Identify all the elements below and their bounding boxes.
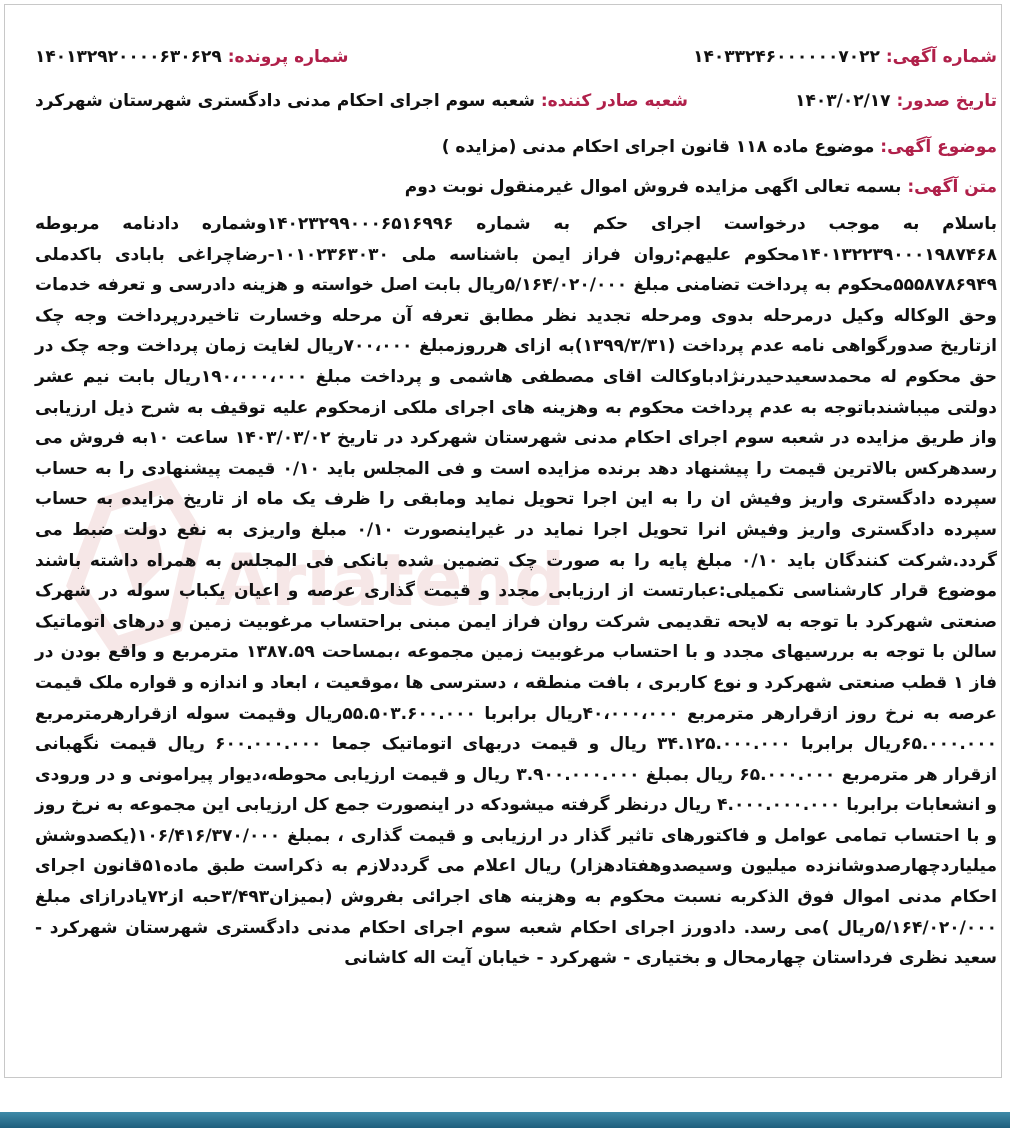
header-row-date-issuer [35, 91, 997, 111]
issue-date-value: ۱۴۰۳/۰۲/۱۷ [795, 91, 891, 111]
ad-text-value: بسمه تعالی اگهی مزایده فروش اموال غیرمنقول نوبت دوم [404, 177, 902, 197]
ad-text-label: متن آگهی: [907, 177, 997, 197]
subject-line [35, 137, 997, 157]
watermark-text: Ariatend [215, 538, 565, 622]
case-number [35, 47, 349, 67]
issuer [35, 91, 688, 111]
ad-text-line [35, 177, 997, 197]
announcement-content [35, 35, 997, 974]
case-number-value: ۱۴۰۱۳۲۹۲۰۰۰۰۶۳۰۶۲۹ [35, 47, 222, 67]
subject-value: موضوع ماده ۱۱۸ قانون اجرای احکام مدنی (مزایده ) [441, 137, 875, 157]
bottom-bar [0, 1112, 1010, 1128]
issuer-value: شعبه سوم اجرای احکام مدنی دادگستری شهرستان شهرکرد [35, 91, 535, 111]
header-row-numbers [35, 47, 997, 67]
subject-label: موضوع آگهی: [880, 137, 997, 157]
issue-date-label: تاریخ صدور: [896, 91, 997, 111]
announcement-body: باسلام به موجب درخواست اجرای حکم به شماره ۱۴۰۲۳۲۹۹۰۰۰۶۵۱۶۹۹۶وشماره دادنامه مربوطه ۱۴۰۱۳۲۲۳۹۰۰۰۱۹۸۷۴۶۸محکوم علیهم:روان فراز ایمن باشناسه ملی ۱۰۱۰۲۳۶۳۰۳۰-رضاچراغی بابادی باکدملی ۵۵۵۸۷۸۶۹۴۹محکوم به پرداخت تضامنی مبلغ ۵/۱۶۴/۰۲۰/۰۰۰ریال بابت اصل خواسته و هزینه دادرسی و تعرفه خدمات وحق الوکاله وکیل درمرحله بدوی ومرحله تجدید نظر مطابق تعرفه آن مرحله وخسارت تاخیردرپرداخت وجه چک ازتاریخ صدورگواهی نامه عدم پرداخت (۱۳۹۹/۳/۳۱)به ازای هرروزمبلغ ۷۰۰،۰۰۰ریال لغایت زمان پرداخت وجه چک در حق محکوم له محمدسعیدحیدرنژادباوکالت اقای مصطفی هاشمی و پرداخت مبلغ ۱۹۰،۰۰۰،۰۰۰ریال بابت نیم عشر دولتی میباشندباتوجه به عدم پرداخت محکوم به وهزینه های اجرای ملکی ازمحکوم علیه توقیف به شرح ذیل ارزیابی واز طریق مزایده در شعبه سوم اجرای احکام مدنی شهرستان شهرکرد در تاریخ ۱۴۰۳/۰۳/۰۲ ساعت ۱۰به فروش می رسدهرکس بالاترین قیمت را پیشنهاد دهد برنده مزایده است و فی المجلس باید ۰/۱۰ قیمت پیشنهادی را به حساب سپرده دادگستری واریز وفیش ان را به این اجرا تحویل نماید ومابقی را ظرف یک ماه از تاریخ مزایده به حساب سپرده دادگستری واریز وفیش انرا تحویل اجرا نماید در غیراینصورت ۰/۱۰ مبلغ واریزی به نفع دولت ضبط می گردد.شرکت کنندگان باید ۰/۱۰ مبلغ پایه را به صورت چک تضمین شده بانکی فی المجلس به همراه داشته باشند موضوع قرار کارشناسی تکمیلی:عبارتست از ارزیابی مجدد و قیمت گذاری عرصه و اعیان یکباب سوله در شهرک صنعتی شهرکرد با توجه به لایحه تقدیمی شرکت روان فراز ایمن مبنی براحتساب مرغوبیت زمین و درهای اتوماتیک سالن با توجه به بررسیهای مجدد و با احتساب مرغوبیت زمین مجموعه ،بمساحت ۱۳۸۷.۵۹ مترمربع و واقع بودن در فاز ۱ قطب صنعتی شهرکرد و نوع کاربری ، بافت منطقه ، دسترسی ها ،موقعیت ، ابعاد و اندازه و قواره ملک قیمت عرصه به نرخ روز ازقرارهر مترمربع ۴۰،۰۰۰،۰۰۰ریال برابربا ۵۵.۵۰۳.۶۰۰.۰۰۰ریال وقیمت سوله ازقرارهرمترمربع ۶۵.۰۰۰.۰۰۰ریال برابربا ۳۴.۱۲۵.۰۰۰.۰۰۰ ریال و قیمت دربهای اتوماتیک جمعا ۶۰۰.۰۰۰.۰۰۰ ریال قیمت نگهبانی ازقرار هر مترمربع ۶۵.۰۰۰.۰۰۰ ریال بمبلغ ۳.۹۰۰.۰۰۰.۰۰۰ ریال و قیمت ارزیابی محوطه،دیوار پیرامونی و در ورودی و انشعابات برابربا ۴.۰۰۰.۰۰۰.۰۰۰ ریال درنظر گرفته میشودکه در اینصورت جمع کل ارزیابی این مجموعه به نرخ روز و با احتساب تمامی عوامل و فاکتورهای تاثیر گذار در ارزیابی و قیمت گذاری ، بمبلغ ۱۰۶/۴۱۶/۳۷۰/۰۰۰(یکصدوشش میلیاردچهارصدوشانزده میلیون وسیصدوهفتادهزار) ریال اعلام می گرددلازم به ذکراست طبق ماده۵۱قانون اجرای احکام مدنی اموال فوق الذکربه نسبت محکوم به وهزینه های اجرائی بفروش (بمیزان۳/۴۹۳حبه از۷۲یادرازای مبلغ ۵/۱۶۴/۰۲۰/۰۰۰ریال )می رسد. دادورز اجرای احکام شعبه سوم اجرای احکام مدنی دادگستری شهرستان شهرکرد - سعید نظری فرداستان چهارمحال و بختیاری - شهرکرد - خیابان آیت اله کاشانی [35, 214, 998, 969]
case-number-label: شماره پرونده: [227, 47, 349, 67]
ad-number-value: ۱۴۰۳۳۲۴۶۰۰۰۰۰۰۷۰۲۲ [693, 47, 880, 67]
document-frame [4, 4, 1002, 1078]
ad-number-label: شماره آگهی: [885, 47, 997, 67]
issue-date [795, 91, 997, 111]
ad-number [693, 47, 997, 67]
issuer-label: شعبه صادر کننده: [540, 91, 689, 111]
